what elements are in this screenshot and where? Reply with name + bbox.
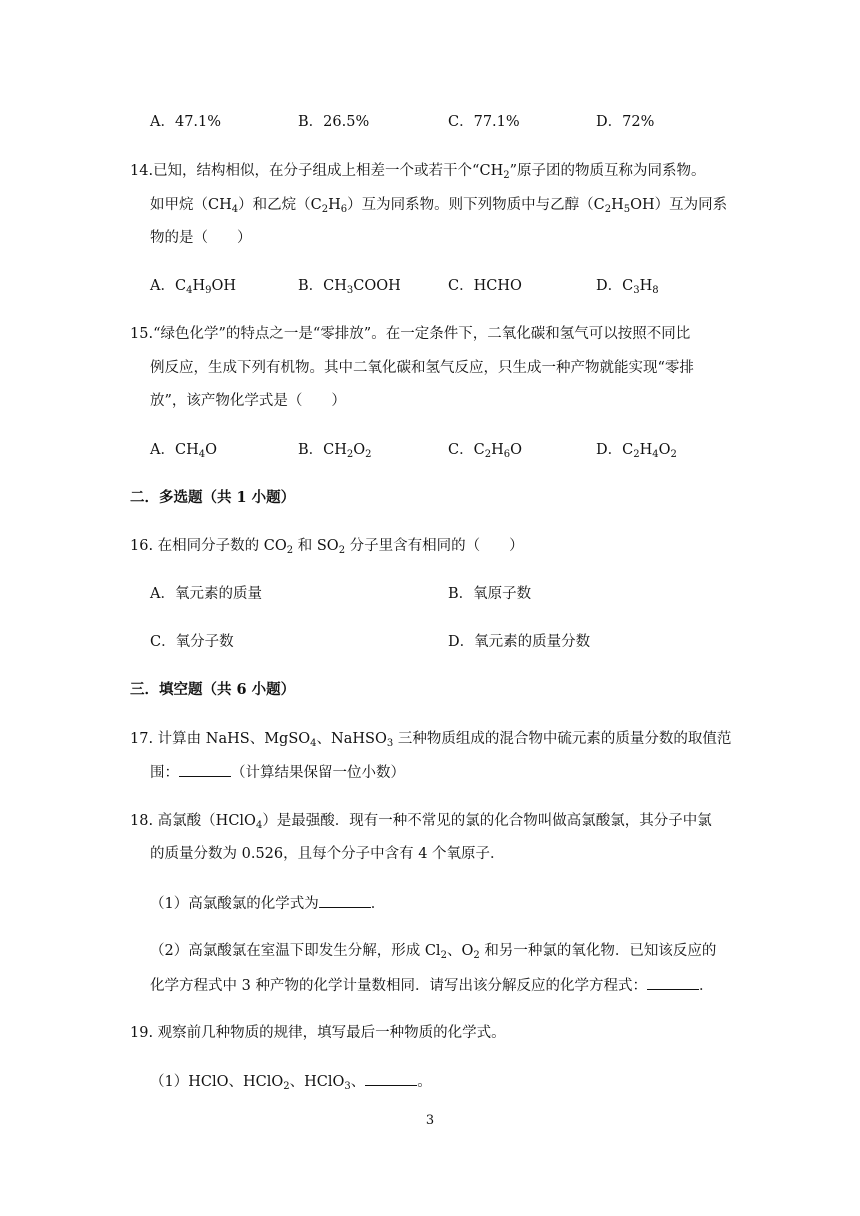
q14-option-c: C．HCHO <box>448 278 522 294</box>
q15-line-2: 例反应，生成下列有机物。其中二氧化碳和氢气反应，只生成一种产物就能实现“零排 <box>150 360 694 376</box>
q16-option-b: B．氧原子数 <box>448 586 532 602</box>
answer-blank[interactable] <box>319 893 371 908</box>
question-number: 17. <box>130 731 154 747</box>
answer-blank[interactable] <box>647 975 699 990</box>
q14-option-a: A．$C_4H_9OH$ <box>150 278 237 296</box>
q15-line-3: 放”，该产物化学式是（ ） <box>150 393 346 409</box>
q18-sub-2-line-1: （2）高氯酸氯在室温下即发生分解，形成 $Cl_2$、$O_2$ 和另一种氯的氧化物．已知该反应的 <box>150 943 717 961</box>
page-number: 3 <box>425 1113 435 1128</box>
q18-sub-2-line-2: 化学方程式中 3 种产物的化学计量数相同．请写出该分解反应的化学方程式： ． <box>150 975 713 996</box>
question-number: 19. <box>130 1025 154 1041</box>
q19-sub-1: （1）HClO、HClO$_2$、HClO$_3$、 。 <box>150 1071 432 1092</box>
q18-line-1: 18. 高氯酸（HClO$_4$）是最强酸．现有一种不常见的氯的化合物叫做高氯酸氯，其分子中氯 <box>130 813 712 831</box>
question-number: 18. <box>130 813 154 829</box>
q15-line-1: 15.“绿色化学”的特点之一是“零排放”。在一定条件下，二氧化碳和氢气可以按照不同比 <box>130 326 691 342</box>
q14-line-1: 14.已知，结构相似，在分子组成上相差一个或若干个“$CH_2$”原子团的物质互称为同系物。 <box>130 163 706 181</box>
q15-option-a: A．$CH_4O$ <box>150 442 217 460</box>
q14-option-d: D．$C_3H_8$ <box>596 278 659 296</box>
q15-option-b: B．$CH_2O_2$ <box>298 442 372 460</box>
q18-line-2: 的质量分数为 0.526，且每个分子中含有 4 个氧原子． <box>150 846 505 862</box>
answer-blank[interactable] <box>179 762 231 777</box>
q13-option-d: D．72% <box>596 114 655 130</box>
q16-line-1: 16. 在相同分子数的 $CO_2$ 和 $SO_2$ 分子里含有相同的（ ） <box>130 538 524 556</box>
q17-line-2: 围： （计算结果保留一位小数） <box>150 762 405 783</box>
q15-option-d: D．$C_2H_4O_2$ <box>596 442 677 460</box>
q19-line-1: 19. 观察前几种物质的规律，填写最后一种物质的化学式。 <box>130 1025 506 1041</box>
section-heading-multiple-choice: 二．多选题（共 1 小题） <box>130 489 296 506</box>
q16-option-d: D．氧元素的质量分数 <box>448 634 591 650</box>
section-heading-fill-in: 三．填空题（共 6 小题） <box>130 681 296 698</box>
q13-option-b: B．26.5% <box>298 114 370 130</box>
answer-blank[interactable] <box>365 1071 417 1086</box>
q14-option-b: B．$CH_3COOH$ <box>298 278 401 296</box>
q15-option-c: C．$C_2H_6O$ <box>448 442 522 460</box>
q16-option-a: A．氧元素的质量 <box>150 586 262 602</box>
q13-option-c: C．77.1% <box>448 114 520 130</box>
q13-option-a: A．47.1% <box>150 114 222 130</box>
q18-sub-1: （1）高氯酸氯的化学式为 ． <box>150 893 385 914</box>
q17-line-1: 17. 计算由 NaHS、MgSO$_4$、NaHSO$_3$ 三种物质组成的混合物中硫元素的质量分数的取值范 <box>130 731 732 749</box>
question-number: 16. <box>130 538 154 554</box>
question-number: 14. <box>130 163 154 179</box>
q14-line-2: 如甲烷$(CH_4)$和乙烷$(C_2H_6)$互为同系物。则下列物质中与乙醇$(C_2H_5OH)$互为同系 <box>150 197 728 215</box>
q16-option-c: C．氧分子数 <box>150 634 234 650</box>
question-number: 15. <box>130 326 154 342</box>
q14-line-3: 物的是（ ） <box>150 230 252 246</box>
